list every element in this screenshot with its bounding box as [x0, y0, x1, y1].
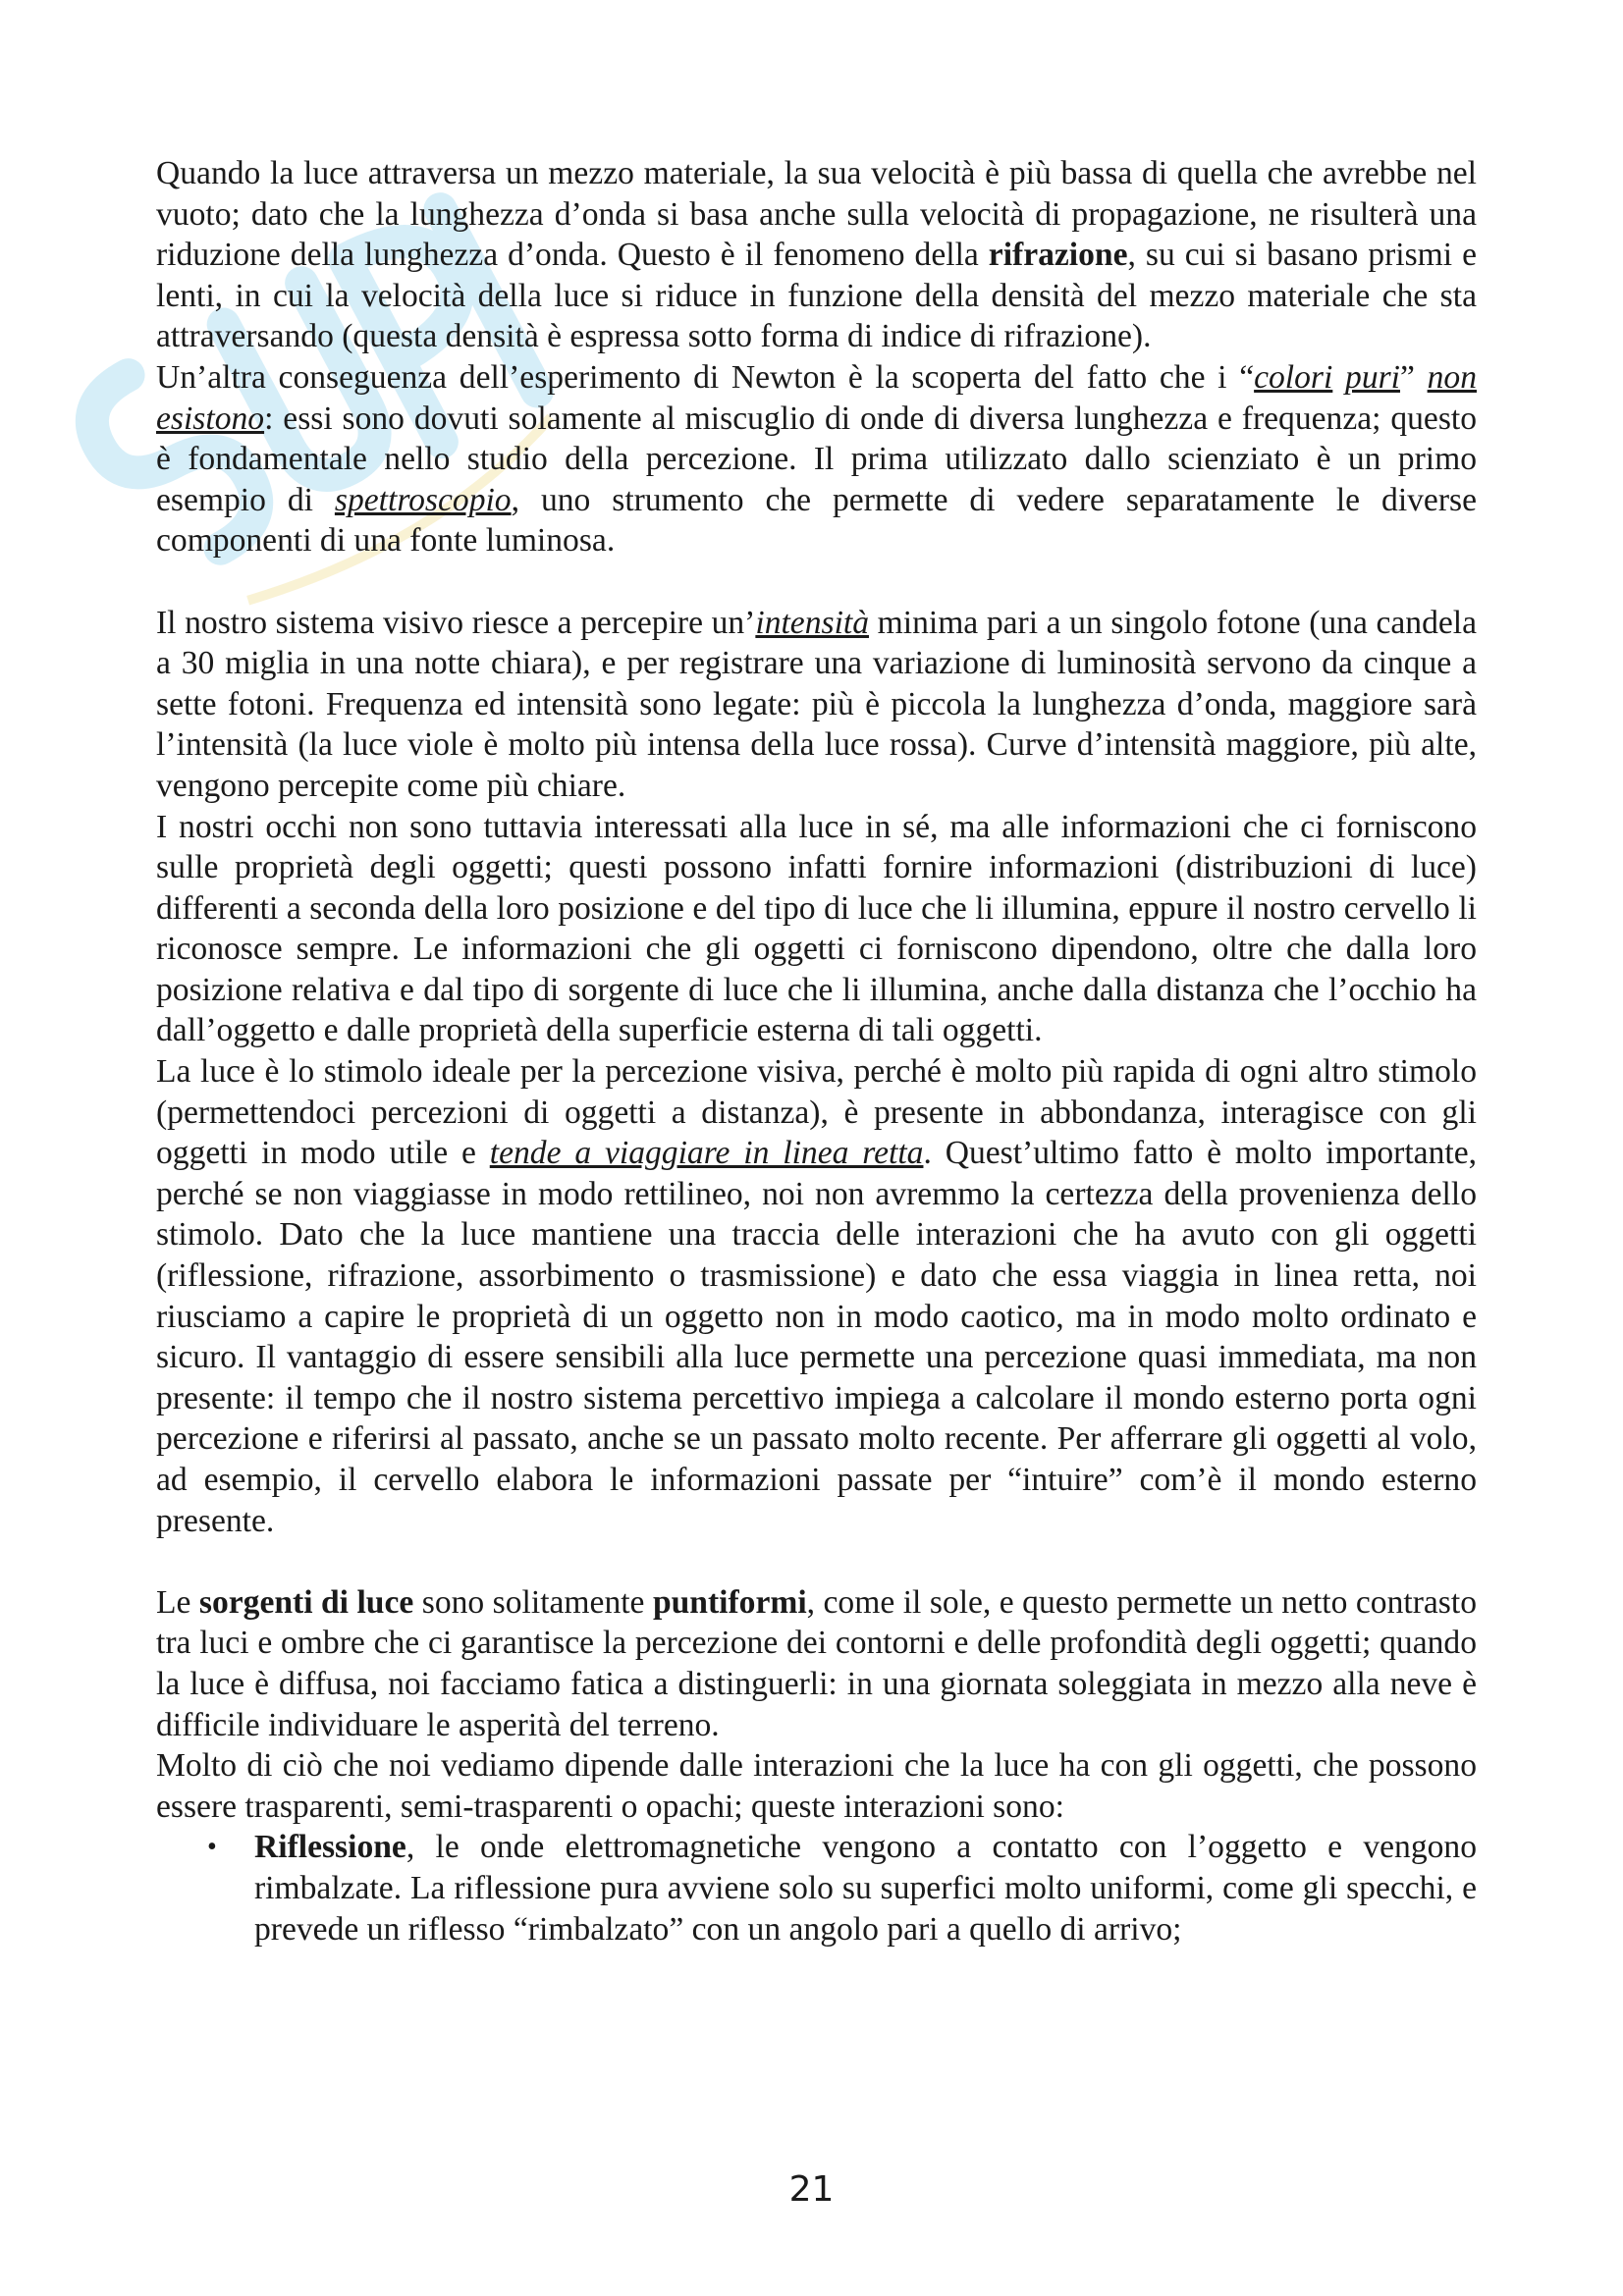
body-text	[156, 153, 1477, 1949]
paragraph: Un’altra conseguenza dell’esperimento di Newton è la scoperta del fatto che i “colori puri” non esistono: essi sono dovuti solamente al miscuglio di onde di diversa lunghezza e frequenza; questo è fondamentale nello studio della percezione. Il prima utilizzato dallo scienziato è un primo esempio di spettroscopio, uno strumento che permette di vedere separatamente le diverse componenti di una fonte luminosa.	[156, 358, 1477, 560]
emphasis: non	[1427, 358, 1477, 396]
paragraph: La luce è lo stimolo ideale per la percezione visiva, perché è molto più rapida di ogni altro stimolo (permettendoci percezioni di oggetti a distanza), è presente in abbondanza, interagisce con gli oggetti in modo utile e tende a viaggiare in linea retta. Quest’ultimo fatto è molto importante, perché se non viaggiasse in modo rettilineo, noi non avremmo la certezza della provenienza dello stimolo. Dato che la luce mantiene una traccia delle interazioni che ha avuto con gli oggetti (riflessione, rifrazione, assorbimento o trasmissione) e dato che essa viaggia in linea retta, noi riusciamo a capire le proprietà di un oggetto non in modo caotico, ma in modo molto ordinato e sicuro. Il vantaggio di essere sensibili alla luce permette una percezione quasi immediata, ma non presente: il tempo che il nostro sistema percettivo impiega a calcolare il mondo esterno porta ogni percezione e riferirsi al passato, anche se un passato molto recente. Per afferrare gli oggetti al volo, ad esempio, il cervello elabora le informazioni passate per “intuire” com’è il mondo esterno presente.	[156, 1053, 1478, 1539]
emphasis: tende a viaggiare in linea retta	[489, 1135, 924, 1172]
paragraph: Molto di ciò che noi vediamo dipende dalle interazioni che la luce ha con gli oggetti, che possono essere trasparenti, semi-trasparenti o opachi; queste interazioni sono:	[156, 1747, 1477, 1825]
emphasis: spettroscopio	[334, 481, 512, 518]
emphasis: esistono	[156, 400, 265, 437]
emphasis: puri	[1345, 358, 1401, 396]
paragraph: Quando la luce attraversa un mezzo materiale, la sua velocità è più bassa di quella che avrebbe nel vuoto; dato che la lunghezza d’onda si basa anche sulla velocità di propagazione, ne risulterà una riduzione della lunghezza d’onda. Questo è il fenomeno della rifrazione, su cui si basano prismi e lenti, in cui la velocità della luce si riduce in funzione della densità del mezzo materiale che sta attraversando (questa densità è espressa sotto forma di indice di rifrazione).	[156, 155, 1477, 355]
paragraph: Le sorgenti di luce sono solitamente puntiformi, come il sole, e questo permette un netto contrasto tra luci e ombre che ci garantisce la percezione dei contorni e delle profondità degli oggetti; quando la luce è diffusa, noi facciamo fatica a distinguerli: in una giornata soleggiata in mezzo alla neve è difficile individuare le asperità del terreno.	[156, 1583, 1477, 1743]
list-item: • Riflessione, le onde elettromagnetiche vengono a contatto con l’oggetto e vengono rimbalzate. La riflessione pura avviene solo su superfici molto uniformi, come gli specchi, e prevede un riflesso “rimbalzato” con un angolo pari a quello di arrivo;	[207, 1829, 1477, 1948]
paragraph: Il nostro sistema visivo riesce a percepire un’intensità minima pari a un singolo fotone (una candela a 30 miglia in una notte chiara), e per registrare una variazione di luminosità servono da cinque a sette fotoni. Frequenza ed intensità sono legate: più è piccola la lunghezza d’onda, maggiore sarà l’intensità (la luce viole è molto più intensa della luce rossa). Curve d’intensità maggiore, più alte, vengono percepite come più chiare.	[156, 604, 1477, 804]
paragraph: I nostri occhi non sono tuttavia interessati alla luce in sé, ma alle informazioni che ci forniscono sulle proprietà degli oggetti; questi possono infatti fornire informazioni (distribuzioni di luce) differenti a seconda della loro posizione e del tipo di luce che li illumina, eppure il nostro cervello li riconosce sempre. Le informazioni che gli oggetti ci forniscono dipendono, oltre che dalla loro posizione relativa e dal tipo di sorgente di luce che li illumina, anche dalla distanza che l’occhio ha dall’oggetto e dalle proprietà della superficie esterna di tali oggetti.	[156, 808, 1477, 1049]
page-number: 21	[788, 2169, 835, 2210]
emphasis: colori	[1254, 358, 1333, 396]
bullet-list	[156, 1827, 1477, 1949]
emphasis: intensità	[755, 604, 870, 641]
bullet-icon: •	[207, 1832, 217, 1863]
